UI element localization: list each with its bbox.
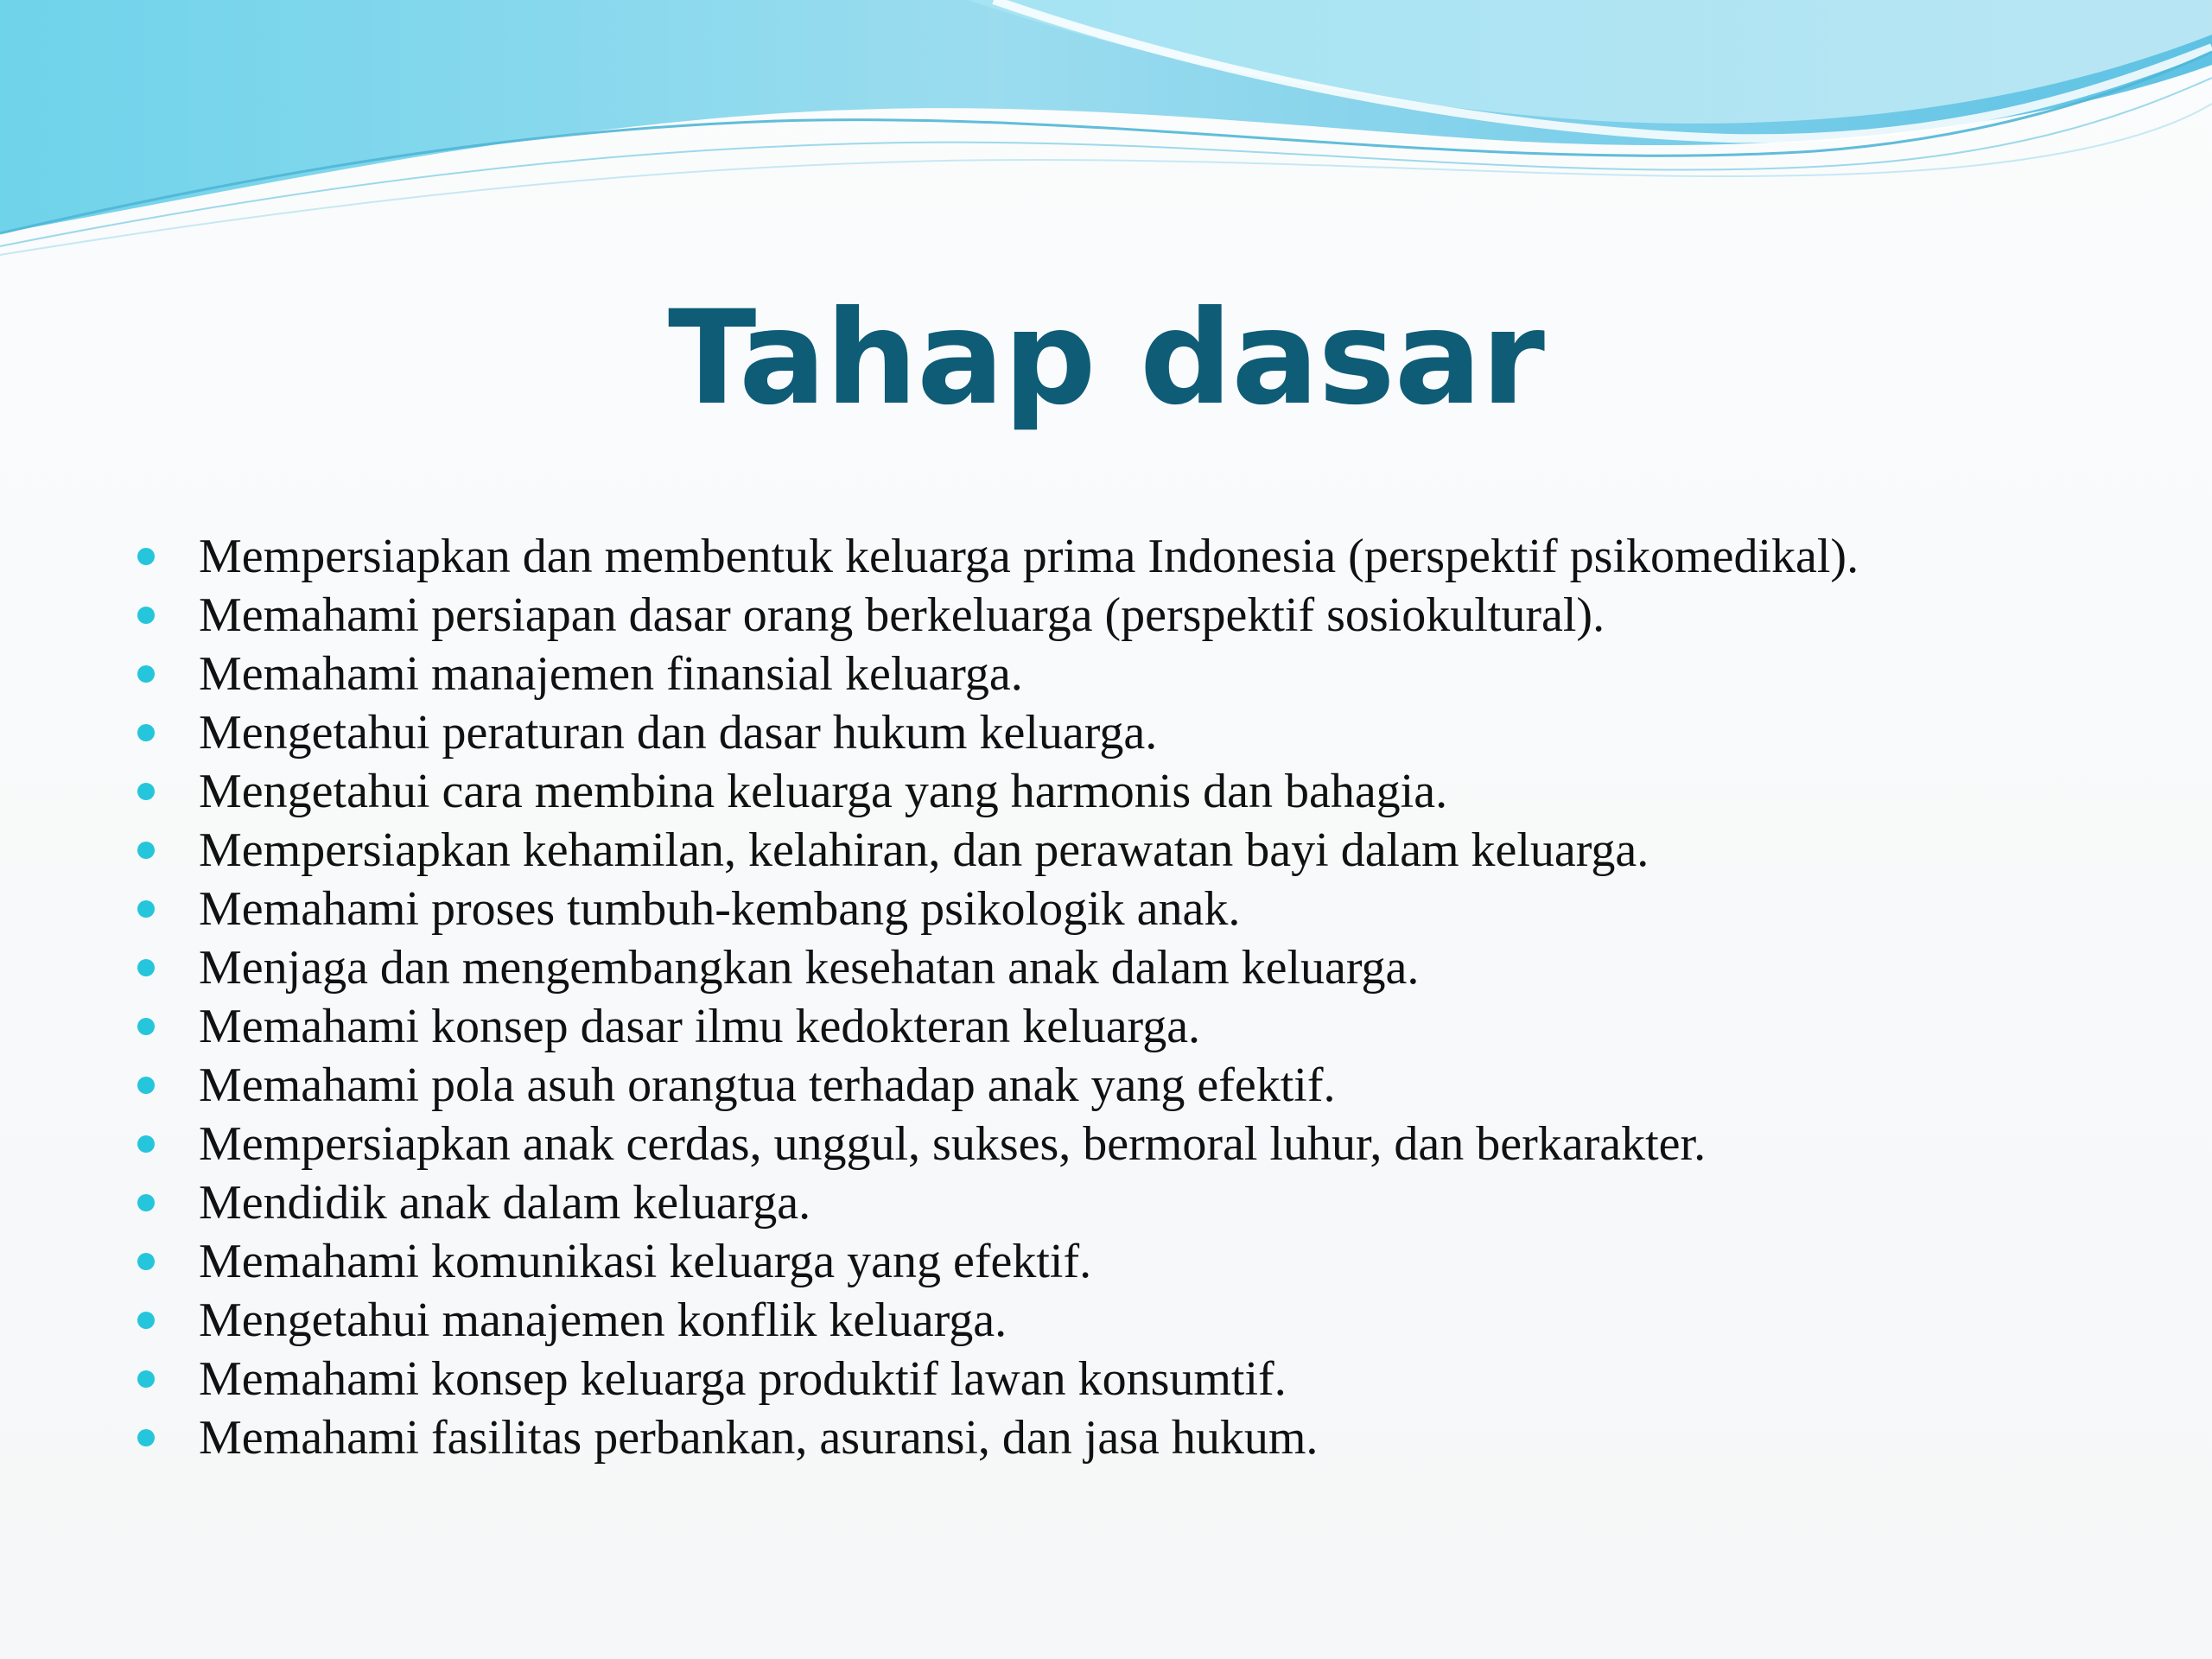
list-item <box>134 1408 2121 1467</box>
list-item <box>134 703 2121 762</box>
list-item <box>134 1115 2121 1173</box>
list-item-text: Mengetahui peraturan dan dasar hukum keluarga. <box>199 706 1158 760</box>
bullet-icon <box>137 900 155 918</box>
bullet-icon <box>137 665 155 683</box>
slide-title: Tahap dasar <box>668 283 1544 434</box>
list-item-text: Memahami komunikasi keluarga yang efektif. <box>199 1235 1092 1288</box>
bullet-icon <box>137 842 155 859</box>
list-item-text: Memahami proses tumbuh-kembang psikologik anak. <box>199 882 1241 936</box>
list-item-text: Mempersiapkan anak cerdas, unggul, sukses, bermoral luhur, dan berkarakter. <box>199 1117 1707 1171</box>
list-item-text: Mempersiapkan dan membentuk keluarga prima Indonesia (perspektif psikomedikal). <box>199 530 1859 583</box>
bullet-icon <box>137 1135 155 1153</box>
list-item-text: Mengetahui manajemen konflik keluarga. <box>199 1294 1007 1347</box>
bullet-icon <box>137 1077 155 1094</box>
bullet-list <box>134 527 2121 1467</box>
list-item <box>134 527 2121 586</box>
list-item <box>134 1056 2121 1115</box>
list-item-text: Mempersiapkan kehamilan, kelahiran, dan perawatan bayi dalam keluarga. <box>199 823 1649 877</box>
list-item <box>134 880 2121 938</box>
list-item <box>134 1173 2121 1232</box>
list-item <box>134 1232 2121 1291</box>
bullet-icon <box>137 783 155 800</box>
bullet-icon <box>137 959 155 976</box>
list-item <box>134 821 2121 880</box>
list-item <box>134 938 2121 997</box>
list-item-text: Memahami konsep keluarga produktif lawan konsumtif. <box>199 1352 1287 1406</box>
list-item-text: Menjaga dan mengembangkan kesehatan anak dalam keluarga. <box>199 941 1420 995</box>
list-item <box>134 1350 2121 1408</box>
list-item-text: Memahami pola asuh orangtua terhadap anak yang efektif. <box>199 1058 1336 1112</box>
list-item-text: Memahami manajemen finansial keluarga. <box>199 647 1023 701</box>
list-item <box>134 1291 2121 1350</box>
bullet-icon <box>137 1194 155 1211</box>
bullet-icon <box>137 1018 155 1035</box>
bullet-icon <box>137 1253 155 1270</box>
bullet-icon <box>137 1312 155 1329</box>
list-item-text: Mendidik anak dalam keluarga. <box>199 1176 811 1230</box>
bullet-icon <box>137 548 155 565</box>
bullet-icon <box>137 607 155 624</box>
list-item-text: Memahami konsep dasar ilmu kedokteran keluarga. <box>199 1000 1201 1053</box>
wave-header-decoration <box>0 0 2212 259</box>
bullet-icon <box>137 724 155 741</box>
list-item <box>134 997 2121 1056</box>
bullet-icon <box>137 1370 155 1388</box>
list-item-text: Memahami persiapan dasar orang berkeluarga (perspektif sosiokultural). <box>199 588 1605 642</box>
list-item <box>134 645 2121 703</box>
bullet-icon <box>137 1429 155 1446</box>
list-item-text: Mengetahui cara membina keluarga yang harmonis dan bahagia. <box>199 765 1448 818</box>
list-item <box>134 586 2121 645</box>
list-item-text: Memahami fasilitas perbankan, asuransi, dan jasa hukum. <box>199 1411 1319 1465</box>
list-item <box>134 762 2121 821</box>
